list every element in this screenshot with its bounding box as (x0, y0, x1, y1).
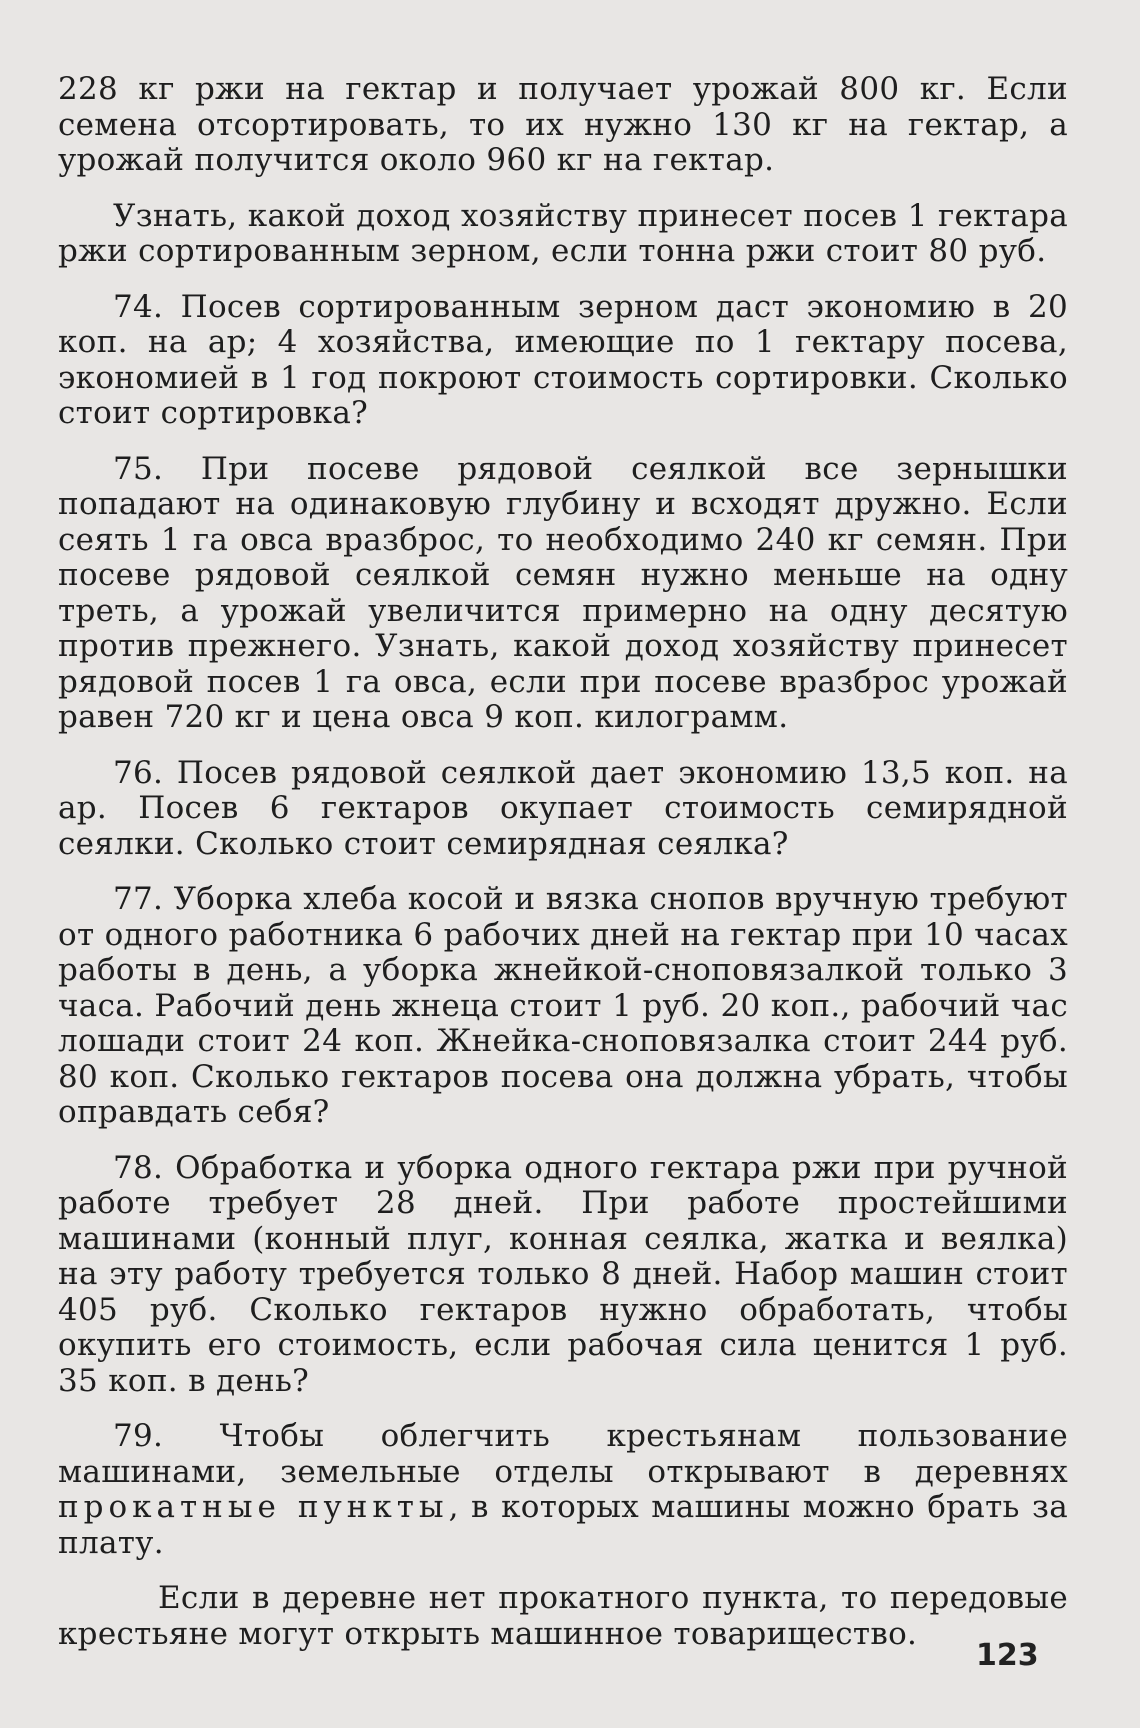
problem-79-spaced-term: прокатные пункты (58, 1489, 449, 1525)
problem-74: 74. Посев сортированным зерном даст экономию в 20 коп. на ар; 4 хозяйства, имеющие по 1 гектару посева, экономией в 1 год покроют стоимость сортировки. Сколько стоит сортировка? (58, 288, 1068, 431)
problem-75: 75. При посеве рядовой сеялкой все зернышки попадают на одинаковую глубину и всходят дружно. Если сеять 1 га овса вразброс, то необходимо 240 кг семян. При посеве рядовой сеялкой семян нужно меньше на одну треть, а урожай увеличится примерно на одну десятую против прежнего. Узнать, какой доход хозяйству принесет рядовой посев 1 га овса, если при посеве вразброс урожай равен 720 кг и цена овса 9 коп. килограмм. (58, 450, 1068, 735)
page-text (58, 72, 1068, 1672)
problem-78: 78. Обработка и уборка одного гектара ржи при ручной работе требует 28 дней. При работе простейшими машинами (конный плуг, конная сеялка, жатка и веялка) на эту работу требуется только 8 дней. Набор машин стоит 405 руб. Сколько гектаров нужно обработать, чтобы окупить его стоимость, если рабочая сила ценится 1 руб. 35 коп. в день? (58, 1149, 1068, 1399)
problem-76: 76. Посев рядовой сеялкой дает экономию 13,5 коп. на ар. Посев 6 гектаров окупает стоимость семирядной сеялки. Сколько стоит семирядная сеялка? (58, 754, 1068, 862)
paragraph-intro: 228 кг ржи на гектар и получает урожай 800 кг. Если семена отсортировать, то их нужно 130 кг на гектар, а урожай получится около 960 кг на гектар. (58, 71, 1068, 178)
paragraph-question: Узнать, какой доход хозяйству принесет посев 1 гектара ржи сортированным зерном, если тонна ржи стоит 80 руб. (58, 197, 1068, 269)
problem-79 (58, 1419, 1068, 1561)
paragraph-cooperative: Если в деревне нет прокатного пункта, то передовые крестьяне могут открыть машинное товарищество. (58, 1580, 1068, 1652)
problem-79-start: 79. Чтобы облегчить крестьянам пользование машинами, земельные отделы открывают в деревнях (58, 1418, 1068, 1490)
problem-77: 77. Уборка хлеба косой и вязка снопов вручную требуют от одного работника 6 рабочих дней на гектар при 10 часах работы в день, а уборка жнейкой-сноповязалкой только 3 часа. Рабочий день жнеца стоит 1 руб. 20 коп., рабочий час лошади стоит 24 коп. Жнейка-сноповязалка стоит 244 руб. 80 коп. Сколько гектаров посева она должна убрать, чтобы оправдать себя? (58, 881, 1068, 1130)
problem-79-end: , в которых машины можно брать за плату. (58, 1489, 1068, 1561)
page-number: 123 (976, 1638, 1039, 1673)
